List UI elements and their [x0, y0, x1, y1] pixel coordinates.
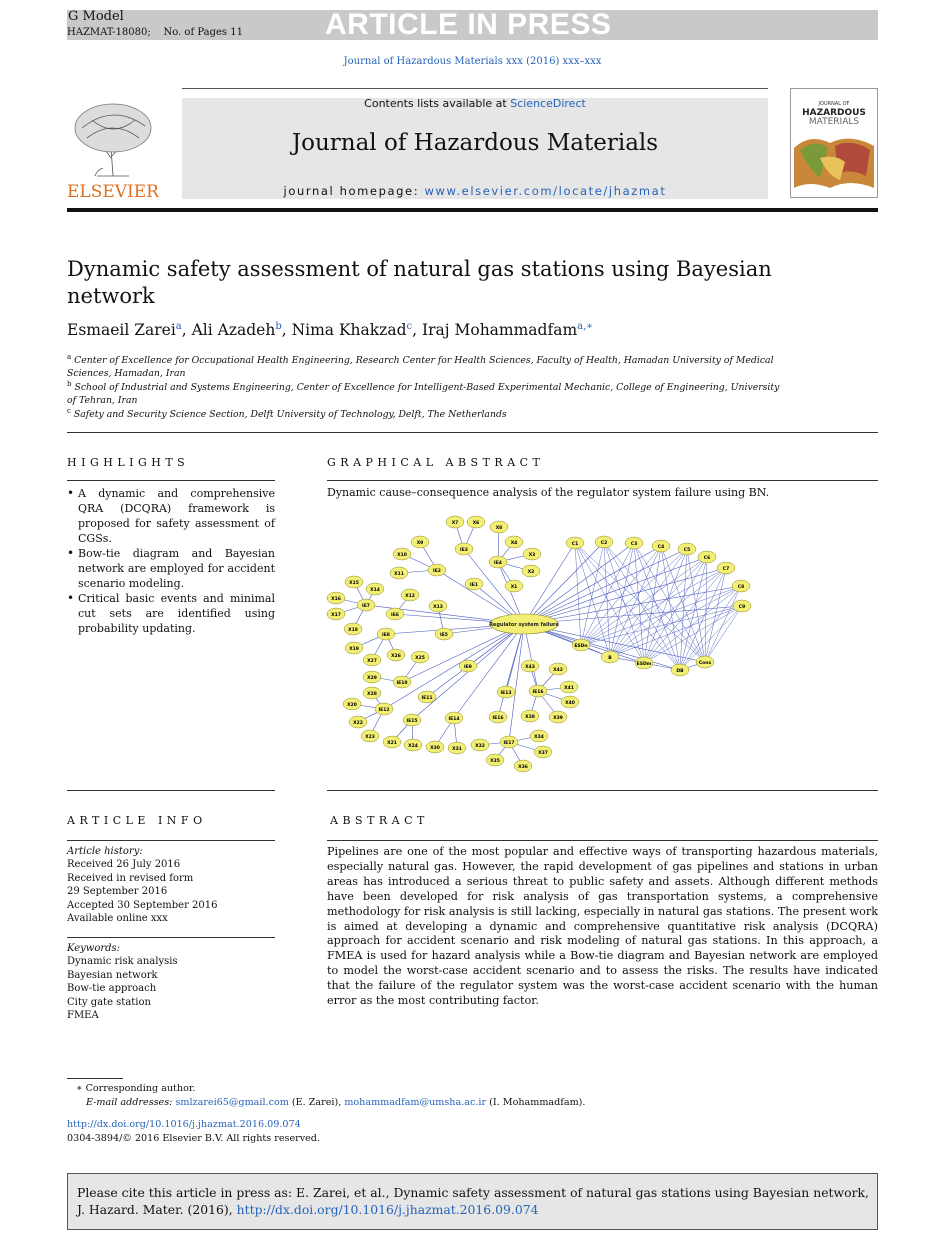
affil-text: Safety and Security Science Section, Delft University of Technology, Delft, The Netherlands	[73, 409, 507, 421]
article-info-heading: ARTICLE INFO	[67, 814, 207, 827]
highlights-bottom-rule	[67, 790, 275, 791]
network-node-label: IE16	[492, 715, 504, 721]
network-node-label: X1	[510, 584, 518, 590]
network-node-label: IE7	[362, 603, 370, 609]
graphical-abstract-bottom-rule	[327, 790, 878, 791]
graphical-abstract-caption: Dynamic cause–consequence analysis of the regulator system failure using BN.	[327, 486, 770, 499]
network-node-label: X6	[472, 520, 480, 526]
network-node-label: X12	[405, 593, 415, 599]
affiliation-a	[67, 351, 787, 381]
author-affil-mark[interactable]: b	[275, 321, 282, 332]
network-node-label: X17	[331, 612, 341, 618]
author-name[interactable]: Nima Khakzad	[291, 321, 407, 340]
network-node-label: X18	[348, 627, 358, 633]
contents-prefix: Contents lists available at	[364, 97, 507, 110]
author-name[interactable]: Esmaeil Zarei	[67, 321, 176, 340]
network-node-label: C2	[600, 540, 608, 546]
affil-mark: a	[67, 353, 72, 361]
network-node-label: IE5	[440, 632, 448, 638]
network-edge	[644, 557, 707, 663]
network-edge	[575, 543, 581, 645]
network-node-label: C7	[722, 566, 730, 572]
author-separator: ,	[181, 321, 192, 340]
network-edge	[634, 543, 680, 670]
network-node-label: IE15	[406, 718, 418, 724]
email-link-zarei[interactable]: smlzarei65@gmail.com	[175, 1097, 289, 1108]
network-node-label: C8	[737, 584, 745, 590]
network-edge	[661, 546, 705, 662]
network-edge	[575, 543, 705, 662]
copyright-line: 0304-3894/© 2016 Elsevier B.V. All rights reserved.	[67, 1133, 320, 1144]
network-node-label: IE8	[382, 632, 390, 638]
elsevier-wordmark: ELSEVIER	[67, 182, 159, 200]
network-node-label: B	[608, 655, 612, 661]
network-node-label: X15	[349, 580, 359, 586]
abstract-text: Pipelines are one of the most popular and effective ways of transporting hazardous materials, especially natural gas. However, the rapid development of gas pipelines and stations in urban areas has introduced a serious threat to public safety and assets. Although different methods have been developed for risk analysis of gas transportation systems, a comprehensive methodology for risk analysis is still lacking, especially in natural gas stations. The present work is aimed at developing a dynamic and comprehensive quantitative risk analysis (DCQRA) approach for accident scenario and risk modeling of natural gas stations. In this approach, a FMEA is used for hazard analysis while a Bow-tie diagram and Bayesian network are employed to model the worst-case accident scenario and to assess the risks. The results have indicated that the failure of the regulator system was the worst-case accident scenario with the human error as the most contributing factor.	[327, 845, 878, 1008]
network-edge	[705, 557, 707, 662]
network-edge	[687, 549, 705, 662]
network-node-label: X26	[391, 653, 401, 659]
keyword: City gate station	[67, 996, 151, 1008]
author-affil-mark[interactable]: c	[406, 321, 413, 332]
network-edge	[509, 624, 524, 742]
network-node-label: X14	[370, 587, 380, 593]
affiliation-rule	[67, 432, 878, 433]
header-thick-rule	[67, 208, 878, 212]
email-addresses	[86, 1097, 585, 1108]
network-node-label: X2	[527, 569, 535, 575]
affil-mark: c	[67, 407, 71, 415]
network-node-label: X9	[416, 540, 424, 546]
central-node-label: Regulator system failure	[489, 622, 559, 628]
email-link-mohammadfam[interactable]: mohammadfam@umsha.ac.ir	[344, 1097, 487, 1108]
header-top-rule	[182, 88, 768, 89]
network-node-label: IE6	[391, 612, 399, 618]
network-node-label: X34	[534, 734, 544, 740]
network-edge	[634, 543, 705, 662]
network-node-label: DB	[676, 668, 684, 674]
network-node-label: X41	[564, 685, 574, 691]
journal-reference-link[interactable]: Journal of Hazardous Materials xxx (2016) xxx–xxx	[343, 56, 602, 67]
network-node-label: IE16	[532, 689, 544, 695]
affil-mark: b	[67, 380, 72, 388]
highlights-heading: HIGHLIGHTS	[67, 456, 190, 469]
network-node-label: X39	[553, 715, 563, 721]
network-node-label: IE14	[448, 716, 460, 722]
affiliation-c	[67, 405, 787, 421]
manuscript-id	[67, 27, 243, 38]
author-name[interactable]: Iraj Mohammadfam	[421, 321, 578, 340]
network-node-label: IE10	[396, 680, 408, 686]
cover-title-1: JOURNAL OF	[818, 101, 850, 107]
hazmat-id: HAZMAT-18080;	[67, 27, 151, 38]
article-title: Dynamic safety assessment of natural gas stations using Bayesian network	[67, 257, 772, 308]
highlight-item: • A dynamic and comprehensive QRA (DCQRA) framework is proposed for safety assessment of CGSs.	[67, 486, 275, 546]
network-edge	[705, 568, 726, 662]
keyword: FMEA	[67, 1010, 99, 1022]
keywords-rule	[67, 937, 275, 938]
footnote-rule	[67, 1078, 123, 1079]
network-node-label: X4	[510, 540, 518, 546]
network-node-label: X38	[525, 714, 535, 720]
network-node-label: X27	[367, 658, 377, 664]
cover-title-3: MATERIALS	[808, 117, 860, 127]
homepage-prefix: journal homepage:	[283, 184, 420, 198]
bayesian-network-figure	[324, 512, 756, 776]
author-affil-mark[interactable]: a	[175, 321, 182, 332]
network-node-label: X36	[518, 764, 528, 770]
history-line: Available online xxx	[67, 913, 168, 925]
author-name[interactable]: Ali Azadeh	[191, 321, 276, 340]
network-node-label: X8	[495, 525, 503, 531]
history-line: Received in revised form	[67, 872, 194, 884]
corresponding-author-note: ∗ Corresponding author.	[76, 1083, 196, 1094]
journal-cover-thumbnail[interactable]	[790, 88, 878, 198]
network-edge	[575, 543, 680, 670]
network-edge	[705, 606, 742, 662]
highlights-list	[67, 486, 275, 636]
network-node-label: C3	[630, 541, 638, 547]
contents-line	[182, 97, 768, 110]
doi-link[interactable]: http://dx.doi.org/10.1016/j.jhazmat.2016.09.074	[67, 1119, 301, 1130]
cover-title-2: HAZARDOUS	[802, 108, 866, 118]
network-node-label: IE11	[421, 695, 433, 701]
network-node-label: X35	[490, 758, 500, 764]
citation-body: Please cite this article in press as: E. Zarei, et al., Dynamic safety assessment of natural gas stations using Bayesian network, J. Hazard. Mater. (2016),	[77, 1185, 869, 1217]
pages-label: No. of Pages	[163, 27, 228, 38]
keywords-label: Keywords:	[67, 943, 121, 954]
network-node-label: X25	[415, 655, 425, 661]
author-list	[67, 321, 593, 339]
abstract-rule	[327, 840, 878, 841]
network-node-label: X7	[451, 520, 459, 526]
network-node-label: X13	[433, 604, 443, 610]
network-node-label: IE3	[460, 547, 468, 553]
article-in-press-title: ARTICLE IN PRESS	[325, 8, 612, 41]
network-node-label: X29	[367, 675, 377, 681]
network-edge	[680, 557, 707, 670]
email-owner: (E. Zarei),	[291, 1097, 342, 1108]
network-edge	[498, 624, 524, 717]
author-separator: ,	[281, 321, 292, 340]
keyword: Dynamic risk analysis	[67, 956, 178, 968]
network-node-label: X22	[353, 720, 363, 726]
network-node-label: X31	[452, 746, 462, 752]
network-node-label: IE1	[470, 582, 478, 588]
network-node-label: X23	[365, 734, 375, 740]
highlights-rule	[67, 480, 275, 481]
network-node-label: X11	[394, 571, 404, 577]
network-node-label: C4	[657, 544, 665, 550]
network-node-label: X24	[408, 743, 418, 749]
elsevier-tree-logo	[67, 98, 159, 200]
network-node-label: IE17	[503, 740, 515, 746]
network-node-label: IE12	[378, 707, 390, 713]
network-node-label: X21	[387, 740, 397, 746]
network-node-label: ESDn	[574, 643, 588, 649]
gmodel-label: G Model	[68, 9, 124, 24]
history-label: Article history:	[67, 846, 143, 857]
graphical-abstract-rule	[327, 480, 878, 481]
history-line: 29 September 2016	[67, 886, 168, 898]
affil-text: School of Industrial and Systems Engineering, Center of Excellence for Intelligent-Based Experimental Mechanic, College of Engineering, University of Tehran, Iran	[67, 382, 780, 407]
network-node-label: ESDm	[636, 661, 652, 667]
homepage-link[interactable]: www.elsevier.com/locate/jhazmat	[424, 184, 667, 198]
network-edge	[610, 586, 741, 657]
keyword: Bow-tie approach	[67, 983, 157, 995]
network-edge	[581, 542, 604, 645]
network-node-label: IE9	[464, 664, 472, 670]
network-node-label: X42	[553, 667, 563, 673]
highlight-item: • Critical basic events and minimal cut sets are identified using probability updating.	[67, 591, 275, 636]
history-line: Received 26 July 2016	[67, 859, 181, 871]
journal-homepage	[182, 184, 768, 198]
author-separator: ,	[412, 321, 422, 340]
network-node-label: X32	[475, 743, 485, 749]
history-line: Accepted 30 September 2016	[67, 899, 218, 911]
citation-text	[77, 1185, 872, 1218]
article-history	[67, 845, 217, 925]
network-edge	[680, 549, 687, 670]
network-node-label: X19	[349, 646, 359, 652]
network-node-label: X16	[331, 596, 341, 602]
network-node-label: IE13	[500, 690, 512, 696]
network-node-label: X3	[528, 552, 536, 558]
author-affil-mark[interactable]: a,∗	[577, 321, 594, 332]
email-label: E-mail addresses:	[86, 1097, 173, 1108]
network-edge	[524, 586, 741, 624]
sciencedirect-link[interactable]: ScienceDirect	[510, 97, 586, 110]
highlight-item: • Bow-tie diagram and Bayesian network are employed for accident scenario modeling.	[67, 546, 275, 591]
network-node-label: X10	[397, 552, 407, 558]
network-node-label: X28	[367, 691, 377, 697]
network-node-label: C6	[703, 555, 711, 561]
graphical-abstract-heading: GRAPHICAL ABSTRACT	[327, 456, 545, 469]
email-owner: (I. Mohammadfam).	[489, 1097, 586, 1108]
affiliation-b	[67, 378, 787, 408]
network-edge	[680, 568, 726, 670]
abstract-heading: ABSTRACT	[330, 814, 429, 827]
network-node-label: C1	[571, 541, 579, 547]
network-node-label: X20	[347, 702, 357, 708]
article-info-rule	[67, 840, 275, 841]
network-node-label: C9	[738, 604, 746, 610]
keywords-block	[67, 942, 178, 1022]
journal-title: Journal of Hazardous Materials	[291, 130, 659, 156]
network-node-label: X40	[565, 700, 575, 706]
network-node-label: IE2	[433, 568, 441, 574]
affil-text: Center of Excellence for Occupational Health Engineering, Research Center for Health Sciences, Faculty of Health, Hamadan University of Medical Sciences, Hamadan, Iran	[67, 355, 774, 380]
citation-doi-link[interactable]: http://dx.doi.org/10.1016/j.jhazmat.2016.09.074	[236, 1201, 539, 1217]
pages-count: 11	[230, 27, 243, 38]
keyword: Bayesian network	[67, 969, 158, 981]
network-node-label: X30	[430, 745, 440, 751]
network-node-label: Cons	[698, 660, 712, 666]
network-node-label: X37	[538, 750, 548, 756]
network-node-label: C5	[683, 547, 691, 553]
network-node-label: X43	[525, 664, 535, 670]
network-node-label: IE4	[494, 560, 502, 566]
